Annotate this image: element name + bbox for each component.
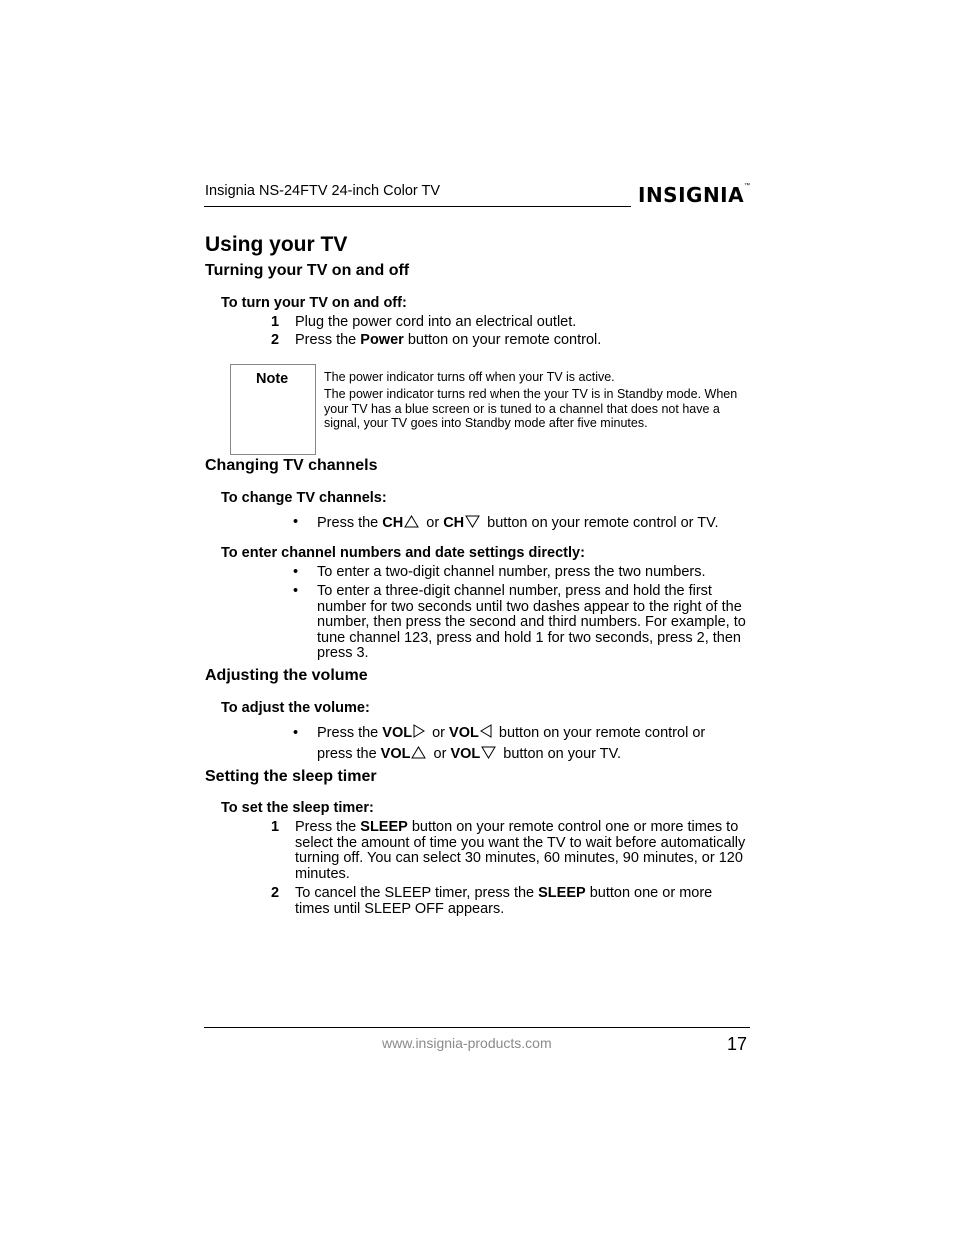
header-rule xyxy=(204,206,631,207)
triangle-down-icon xyxy=(481,746,496,759)
bullet-marker: • xyxy=(293,564,299,580)
triangle-left-icon xyxy=(480,724,492,738)
document-title: Insignia NS-24FTV 24-inch Color TV xyxy=(205,183,441,199)
step-number: 1 xyxy=(271,819,280,835)
list-item-text: To enter a three-digit channel number, press and hold the first number for two seconds until two dashes appear to the right of the number, then press the second and third numbers. For example, to tune channel 123, press and hold 1 for two seconds, press 2, then press 3. xyxy=(317,583,746,661)
subheading-channel-numbers: To enter channel numbers and date settings directly: xyxy=(221,545,585,561)
section-heading-channels: Changing TV channels xyxy=(205,457,378,474)
note-paragraph: The power indicator turns off when your TV is active. xyxy=(324,370,615,384)
section-heading-sleep: Setting the sleep timer xyxy=(205,768,377,785)
step-text: Press the SLEEP button on your remote control one or more times to select the amount of time you want the TV to wait before automatically turning off. You can select 30 minutes, 60 minutes, 90 minutes, or 120 minutes. xyxy=(295,819,746,882)
step-number: 1 xyxy=(271,314,280,330)
triangle-up-icon xyxy=(404,515,419,528)
bullet-marker: • xyxy=(293,583,299,599)
triangle-up-icon xyxy=(411,746,426,759)
list-item-text: To enter a two-digit channel number, press the two numbers. xyxy=(317,564,706,580)
note-text xyxy=(324,370,744,433)
section-heading-volume: Adjusting the volume xyxy=(205,667,368,684)
bullet-marker: • xyxy=(293,514,299,530)
step-text: To cancel the SLEEP timer, press the SLEEP button one or more times until SLEEP OFF appears. xyxy=(295,885,713,917)
triangle-down-icon xyxy=(465,515,480,528)
subheading-sleep: To set the sleep timer: xyxy=(221,800,374,816)
step-number: 2 xyxy=(271,332,280,348)
step-text: Press the Power button on your remote control. xyxy=(295,332,602,348)
list-item-text: Press the CH or CH button on your remote control or TV. xyxy=(317,515,719,531)
page-title: Using your TV xyxy=(205,233,348,256)
step-text: Plug the power cord into an electrical outlet. xyxy=(295,314,577,330)
logo-text: INSIGNIA xyxy=(638,183,745,207)
list-item-text: Press the VOL or VOL button on your remote control or press the VOL or VOL button on your TV. xyxy=(317,725,706,762)
bullet-marker: • xyxy=(293,725,299,741)
subheading-power: To turn your TV on and off: xyxy=(221,295,407,311)
step-number: 2 xyxy=(271,885,280,901)
section-heading-power: Turning your TV on and off xyxy=(205,262,410,279)
footer-url: www.insignia-products.com xyxy=(382,1035,552,1051)
triangle-right-icon xyxy=(413,724,425,738)
logo-trademark: ™ xyxy=(744,183,751,189)
subheading-channels: To change TV channels: xyxy=(221,490,387,506)
insignia-logo xyxy=(638,183,750,207)
page-number: 17 xyxy=(727,1034,748,1054)
note-box xyxy=(230,364,316,455)
note-label: Note xyxy=(256,371,289,387)
note-paragraph: The power indicator turns red when the your TV is in Standby mode. When your TV has a blue screen or is tuned to a channel that does not have a signal, your TV goes into Standby mode after five minutes. xyxy=(324,387,738,430)
footer-rule xyxy=(204,1027,750,1028)
subheading-volume: To adjust the volume: xyxy=(221,700,370,716)
